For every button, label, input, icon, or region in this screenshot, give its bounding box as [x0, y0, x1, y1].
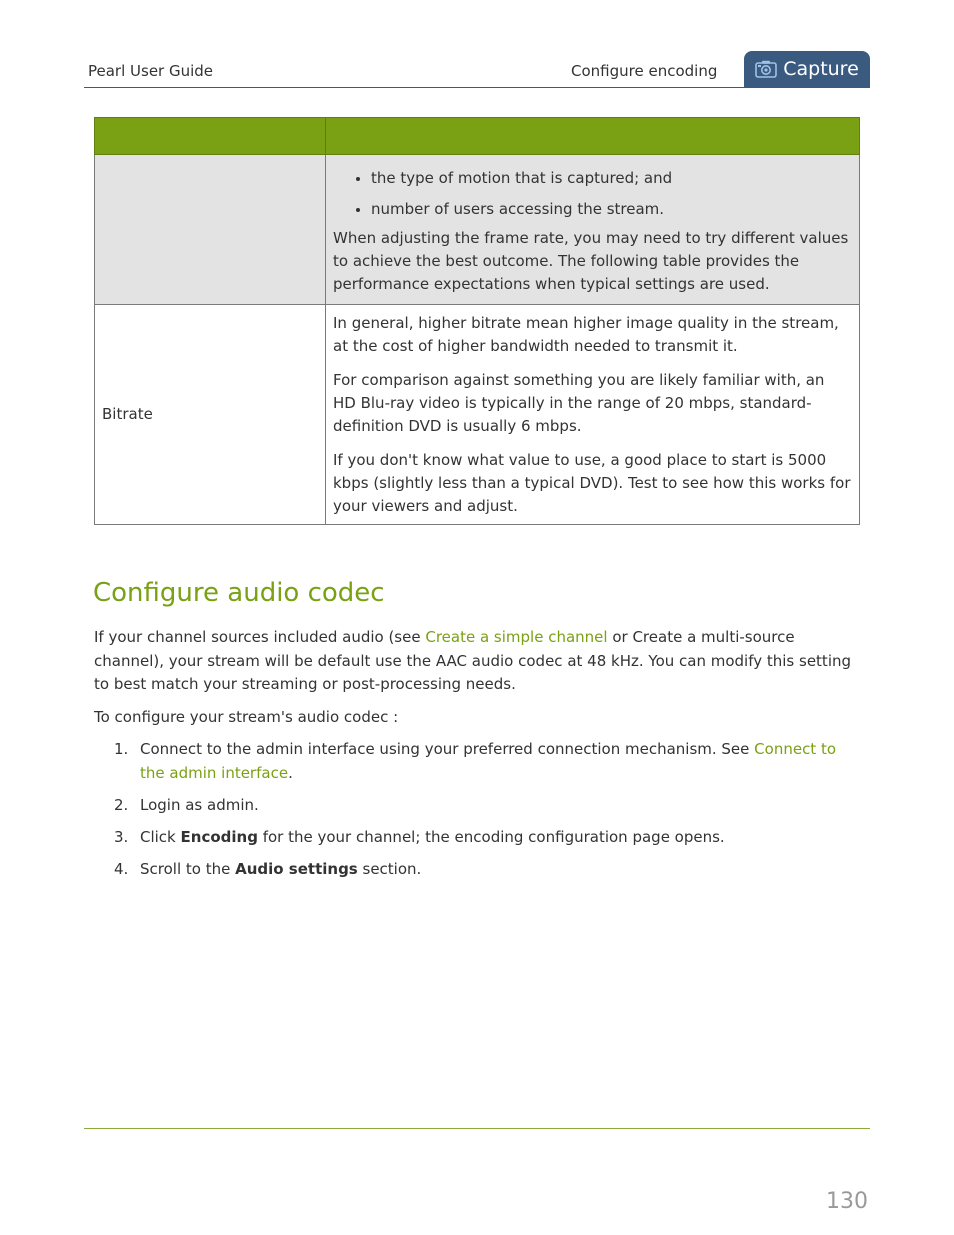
table-paragraph: In general, higher bitrate mean higher image quality in the stream, at the cost of higher bandwidth needed to transmit it.	[333, 314, 839, 355]
table-paragraph: For comparison against something you are likely familiar with, an HD Blu-ray video is typically in the range of 20 mbps, standard-definition DVD is usually 6 mbps.	[333, 371, 825, 435]
table-cell-label: Bitrate	[95, 305, 326, 525]
page-number: 130	[826, 1189, 868, 1214]
list-item: the type of motion that is captured; and	[371, 167, 852, 190]
intro-text: or Create a multi-source channel), your stream will be default use the AAC audio codec at 48 kHz. You can modify this setting to best match your streaming or post-processing needs.	[94, 628, 852, 693]
table-row	[95, 305, 860, 525]
step-text: section.	[357, 859, 422, 878]
step-text: Login as admin.	[140, 795, 259, 814]
list-item	[94, 858, 864, 882]
step-bold-text: Encoding	[180, 827, 258, 846]
header-rule	[84, 87, 870, 88]
step-number: 3.	[114, 827, 129, 846]
table-row	[95, 155, 860, 305]
step-text: .	[288, 763, 293, 782]
table-header-row	[95, 118, 860, 155]
table-cell-description	[326, 305, 860, 525]
section-heading: Configure audio codec	[93, 578, 385, 608]
lead-paragraph: To configure your stream's audio codec :	[94, 708, 399, 726]
step-text: for the your channel; the encoding configuration page opens.	[257, 827, 725, 846]
intro-text: If your channel sources included audio (see	[94, 628, 426, 646]
table-header-cell-2	[326, 118, 860, 155]
table-cell-label	[95, 155, 326, 305]
table-paragraph: When adjusting the frame rate, you may need to try different values to achieve the best outcome. The following table provides the performance expectations when typical settings are used.	[333, 229, 849, 293]
step-text: Scroll to the	[140, 859, 236, 878]
step-text: Connect to the admin interface using your preferred connection mechanism. See	[140, 740, 755, 758]
step-number: 4.	[114, 859, 129, 878]
camera-icon	[755, 60, 777, 78]
step-number: 2.	[114, 795, 129, 814]
list-item	[94, 826, 864, 850]
step-text: Click	[140, 827, 181, 846]
capture-tab[interactable]	[744, 51, 870, 87]
table-header-cell-1	[95, 118, 326, 155]
step-number: 1.	[114, 740, 129, 758]
steps-list	[94, 738, 864, 890]
create-simple-channel-link[interactable]: Create a simple channel	[425, 628, 608, 646]
section-title: Configure encoding	[571, 62, 718, 80]
table-paragraph: If you don't know what value to use, a good place to start is 5000 kbps (slightly less than a typical DVD). Test to see how this works for your viewers and adjust.	[333, 451, 851, 515]
list-item	[94, 794, 864, 818]
step-bold-text: Audio settings	[235, 859, 358, 878]
intro-paragraph	[94, 626, 864, 697]
table-cell-description	[326, 155, 860, 305]
capture-tab-label: Capture	[783, 58, 859, 80]
list-item	[94, 738, 864, 785]
settings-table	[94, 117, 860, 525]
connect-admin-interface-link[interactable]: Connect to the admin interface	[140, 740, 837, 782]
bullet-list	[333, 167, 852, 221]
guide-title: Pearl User Guide	[88, 62, 214, 80]
footer-rule	[84, 1128, 870, 1129]
list-item: number of users accessing the stream.	[371, 198, 852, 221]
